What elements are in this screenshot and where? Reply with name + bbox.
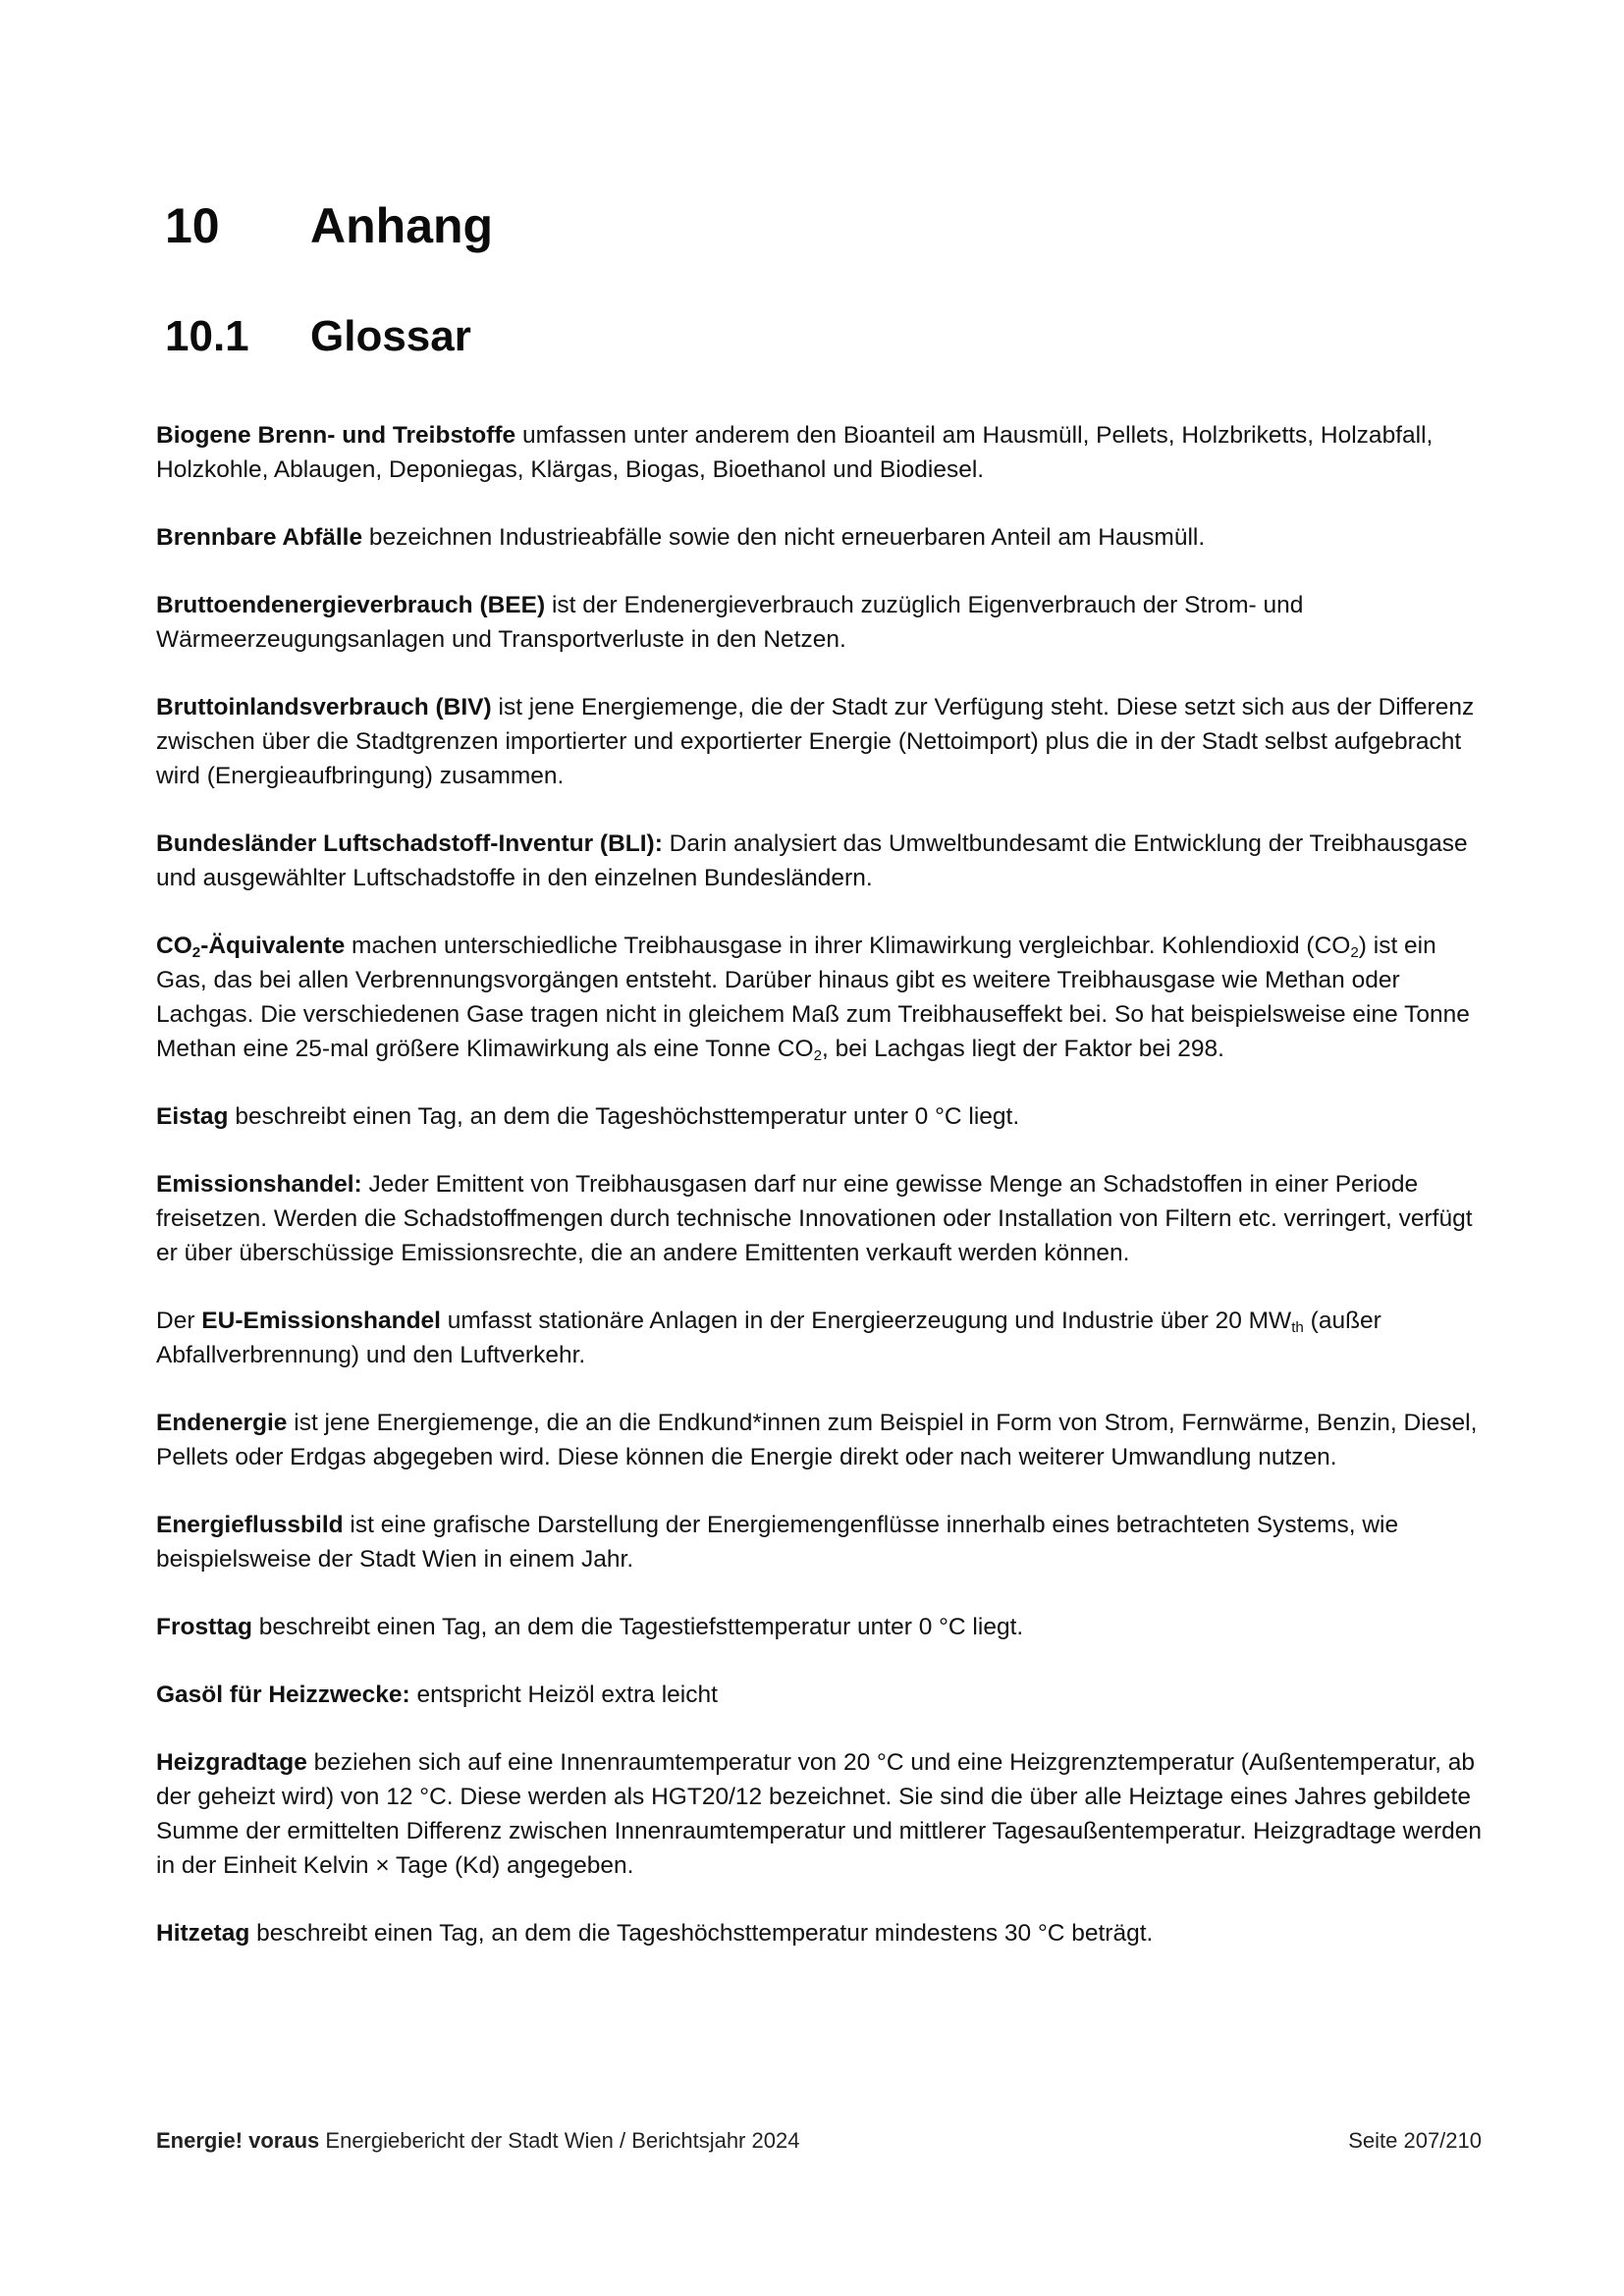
glossary-term: Bruttoinlandsverbrauch (BIV): [156, 694, 492, 721]
glossary-term: [156, 933, 345, 959]
glossary-entry-heizgradtage: [156, 1745, 1482, 1883]
glossary-term: Emissionshandel:: [156, 1171, 362, 1198]
section-title: Glossar: [310, 312, 471, 360]
glossary-definition: Jeder Emittent von Treibhausgasen darf nur eine gewisse Menge an Schadstoffen in einer Periode freisetzen. Werden die Schadstoffmengen durch technische Innovationen oder Installation von Filtern etc. verringert, verfügt er über überschüssige Emissionsrechte, die an andere Emittenten verkauft werden können.: [156, 1171, 1473, 1266]
glossary-entry-bli: [156, 827, 1482, 895]
glossary-definition: beschreibt einen Tag, an dem die Tageshöchsttemperatur unter 0 °C liegt.: [228, 1103, 1020, 1130]
definition-part: , bei Lachgas liegt der Faktor bei 298.: [822, 1036, 1224, 1062]
glossary-entry-eu-emissionshandel: [156, 1304, 1482, 1372]
glossary-term: Bundesländer Luftschadstoff-Inventur (BLI):: [156, 830, 663, 857]
glossary-term: Hitzetag: [156, 1920, 250, 1947]
chapter-title: Anhang: [310, 198, 494, 253]
subscript: 2: [1350, 943, 1359, 961]
definition-part: machen unterschiedliche Treibhausgase in ihrer Klimawirkung vergleichbar. Kohlendioxid (CO: [345, 933, 1351, 959]
glossary-definition: ist der Endenergieverbrauch zuzüglich Eigenverbrauch der Strom- und Wärmeerzeugungsanlagen und Transportverluste in den Netzen.: [156, 592, 1304, 653]
definition-part: (außer Abfallverbrennung) und den Luftverkehr.: [156, 1308, 1381, 1368]
glossary-entry-frosttag: [156, 1610, 1482, 1644]
glossary-definition: Darin analysiert das Umweltbundesamt die Entwicklung der Treibhausgase und ausgewählter Luftschadstoffe in den einzelnen Bundesländern.: [156, 830, 1468, 891]
glossary-term: Endenergie: [156, 1410, 288, 1436]
glossary-definition: beschreibt einen Tag, an dem die Tagestiefsttemperatur unter 0 °C liegt.: [252, 1614, 1024, 1640]
glossary-entry-hitzetag: [156, 1916, 1482, 1950]
chapter-number: 10: [165, 198, 220, 253]
glossary-entry-gasoel: [156, 1678, 1482, 1712]
glossary-term: Heizgradtage: [156, 1749, 307, 1776]
glossary-entry-brennbare-abfaelle: [156, 520, 1482, 555]
glossary-term: Bruttoendenergieverbrauch (BEE): [156, 592, 546, 618]
glossary-list: [156, 418, 1482, 1984]
footer-title: Energiebericht der Stadt Wien / Berichtsjahr 2024: [325, 2128, 800, 2153]
glossary-definition: [156, 933, 1470, 1062]
glossary-definition: beziehen sich auf eine Innenraumtemperatur von 20 °C und eine Heizgrenztemperatur (Außentemperatur, ab der geheizt wird) von 12 °C. Diese werden als HGT20/12 bezeichnet. Sie sind die über alle Heiztage eines Jahres gebildete Summe der ermittelten Differenz zwischen Innenraumtemperatur und mittlerer Tagesaußentemperatur. Heizgradtage werden in der Einheit Kelvin × Tage (Kd) angegeben.: [156, 1749, 1482, 1879]
glossary-term-part: -Äquivalente: [200, 933, 346, 959]
section-heading: [165, 310, 471, 363]
glossary-definition: ist jene Energiemenge, die der Stadt zur Verfügung steht. Diese setzt sich aus der Differenz zwischen über die Stadtgrenzen importierter und exportierter Energie (Nettoimport) plus die in der Stadt selbst aufgebracht wird (Energieaufbringung) zusammen.: [156, 694, 1475, 789]
section-number: 10.1: [165, 312, 249, 360]
glossary-term-part: CO: [156, 933, 192, 959]
glossary-entry-bee: [156, 588, 1482, 657]
glossary-entry-emissionshandel: [156, 1167, 1482, 1270]
glossary-entry-biogene-brenn-und-treibstoffe: [156, 418, 1482, 487]
glossary-definition: beschreibt einen Tag, an dem die Tageshöchsttemperatur mindestens 30 °C beträgt.: [249, 1920, 1154, 1947]
page-number: Seite 207/210: [1348, 2128, 1482, 2153]
subscript: th: [1291, 1318, 1304, 1336]
glossary-entry-energieflussbild: [156, 1508, 1482, 1576]
glossary-prefix: Der: [156, 1308, 202, 1334]
glossary-term: Energieflussbild: [156, 1512, 344, 1538]
definition-part: umfasst stationäre Anlagen in der Energieerzeugung und Industrie über 20 MW: [441, 1308, 1292, 1334]
glossary-term: Frosttag: [156, 1614, 252, 1640]
glossary-term: Biogene Brenn- und Treibstoffe: [156, 422, 516, 449]
glossary-entry-biv: [156, 690, 1482, 793]
glossary-term: EU-Emissionshandel: [201, 1308, 441, 1334]
chapter-heading: [165, 196, 494, 255]
glossary-definition: ist eine grafische Darstellung der Energiemengenflüsse innerhalb eines betrachteten Systems, wie beispielsweise der Stadt Wien in einem Jahr.: [156, 1512, 1399, 1573]
definition-part: ) ist ein Gas, das bei allen Verbrennungsvorgängen entsteht. Darüber hinaus gibt es weitere Treibhausgase wie Methan oder Lachgas. Die verschiedenen Gase tragen nicht in gleichem Maß zum Treibhauseffekt bei. So hat beispielsweise eine Tonne Methan eine 25-mal größere Klimawirkung als eine Tonne CO: [156, 933, 1470, 1062]
subscript: 2: [191, 943, 201, 961]
glossary-entry-eistag: [156, 1099, 1482, 1134]
glossary-term: Eistag: [156, 1103, 229, 1130]
glossary-entry-co2-aequivalente: [156, 929, 1482, 1066]
glossary-definition: bezeichnen Industrieabfälle sowie den nicht erneuerbaren Anteil am Hausmüll.: [362, 524, 1206, 551]
page-footer: [156, 2126, 1482, 2156]
glossary-term: Brennbare Abfälle: [156, 524, 363, 551]
glossary-definition: umfassen unter anderem den Bioanteil am Hausmüll, Pellets, Holzbriketts, Holzabfall, Holzkohle, Ablaugen, Deponiegas, Klärgas, Biogas, Bioethanol und Biodiesel.: [156, 422, 1434, 483]
glossary-definition: ist jene Energiemenge, die an die Endkund*innen zum Beispiel in Form von Strom, Fernwärme, Benzin, Diesel, Pellets oder Erdgas abgegeben wird. Diese können die Energie direkt oder nach weiterer Umwandlung nutzen.: [156, 1410, 1478, 1470]
footer-brand: Energie! voraus: [156, 2128, 320, 2153]
glossary-entry-endenergie: [156, 1406, 1482, 1474]
glossary-definition: entspricht Heizöl extra leicht: [409, 1682, 718, 1708]
subscript: 2: [813, 1046, 823, 1064]
glossary-term: Gasöl für Heizzwecke:: [156, 1682, 410, 1708]
